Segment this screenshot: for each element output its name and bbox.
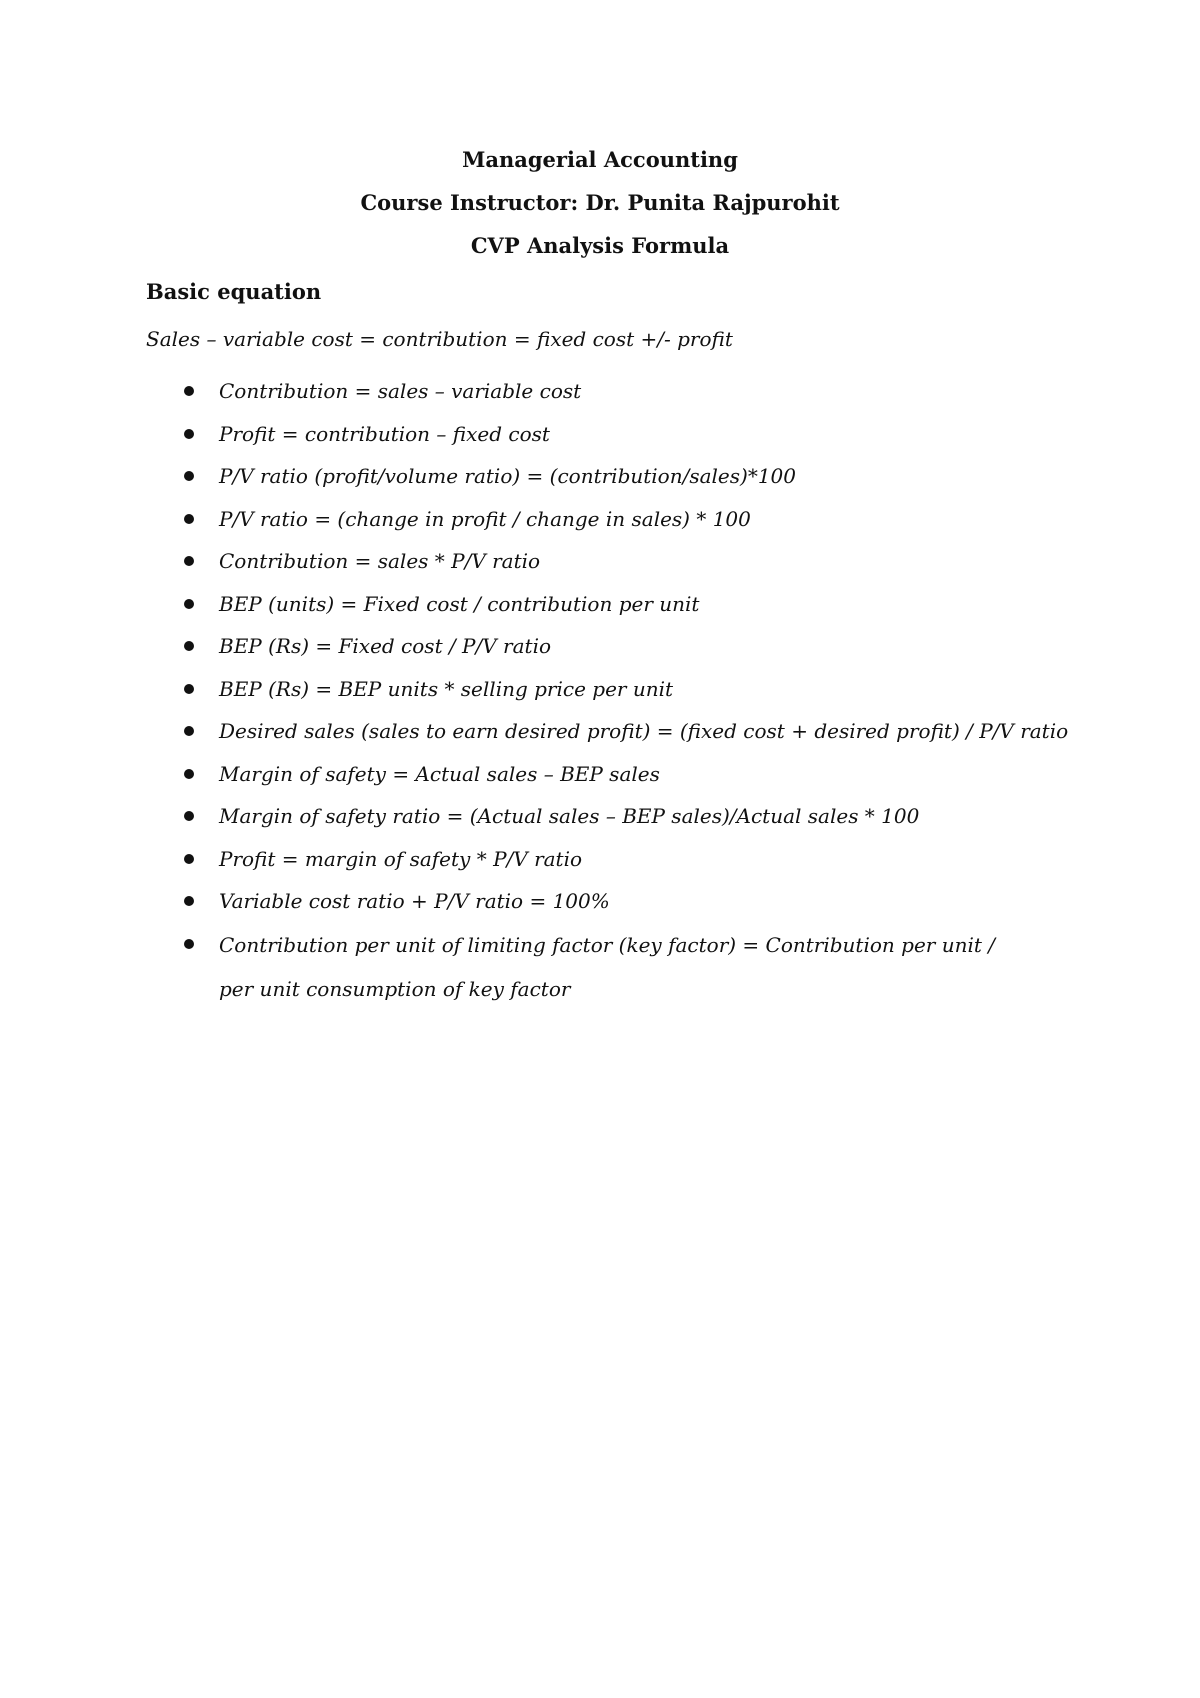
bullet-icon [184,769,194,779]
formula-text: P/V ratio = (change in profit / change in sales) * 100 [219,506,751,531]
formula-item [0,498,1200,541]
formula-text: Variable cost ratio + P/V ratio = 100% [219,889,610,913]
formula-item [0,455,1200,498]
bullet-icon [184,556,194,566]
formula-list [0,370,1200,1011]
formula-item [0,795,1200,838]
formula-text: BEP (Rs) = BEP units * selling price per unit [219,676,674,701]
course-instructor: Course Instructor: Dr. Punita Rajpurohit [360,190,840,215]
formula-item [0,625,1200,668]
bullet-icon [184,514,194,524]
formula-text: BEP (units) = Fixed cost / contribution per unit [219,591,700,616]
formula-item [0,838,1200,881]
formula-item [0,923,1179,1011]
formula-item [0,583,1200,626]
bullet-icon [184,726,194,736]
formula-item [0,710,1200,753]
bullet-icon [184,599,194,609]
document-subtitle: CVP Analysis Formula [470,233,730,258]
bullet-icon [184,939,194,949]
document-title: Managerial Accounting [462,147,738,172]
bullet-icon [184,684,194,694]
section-heading: Basic equation [146,279,322,304]
formula-text: BEP (Rs) = Fixed cost / P/V ratio [219,634,552,658]
formula-item [0,540,1200,583]
bullet-icon [184,471,194,481]
formula-text: P/V ratio (profit/volume ratio) = (contribution/sales)*100 [219,464,797,488]
formula-item [0,753,1200,796]
formula-text: Margin of safety ratio = (Actual sales – BEP sales)/Actual sales * 100 [219,804,920,828]
formula-text: Profit = margin of safety * P/V ratio [219,846,583,871]
formula-text: Contribution = sales – variable cost [219,379,582,403]
bullet-icon [184,641,194,651]
formula-item [0,413,1200,456]
bullet-icon [184,811,194,821]
bullet-icon [184,896,194,906]
bullet-icon [184,854,194,864]
bullet-icon [184,386,194,396]
formula-text: Contribution per unit of limiting factor (key factor) = Contribution per unit / per unit consumption of key factor [219,932,995,1001]
formula-text: Desired sales (sales to earn desired profit) = (fixed cost + desired profit) / P/V ratio [219,719,1069,743]
formula-item [0,668,1200,711]
formula-item [0,370,1200,413]
formula-text: Contribution = sales * P/V ratio [219,549,541,573]
bullet-icon [184,429,194,439]
formula-text: Margin of safety = Actual sales – BEP sales [219,761,660,786]
formula-item [0,880,1200,923]
formula-text: Profit = contribution – fixed cost [219,421,550,446]
basic-equation: Sales – variable cost = contribution = fixed cost +/- profit [146,327,733,351]
